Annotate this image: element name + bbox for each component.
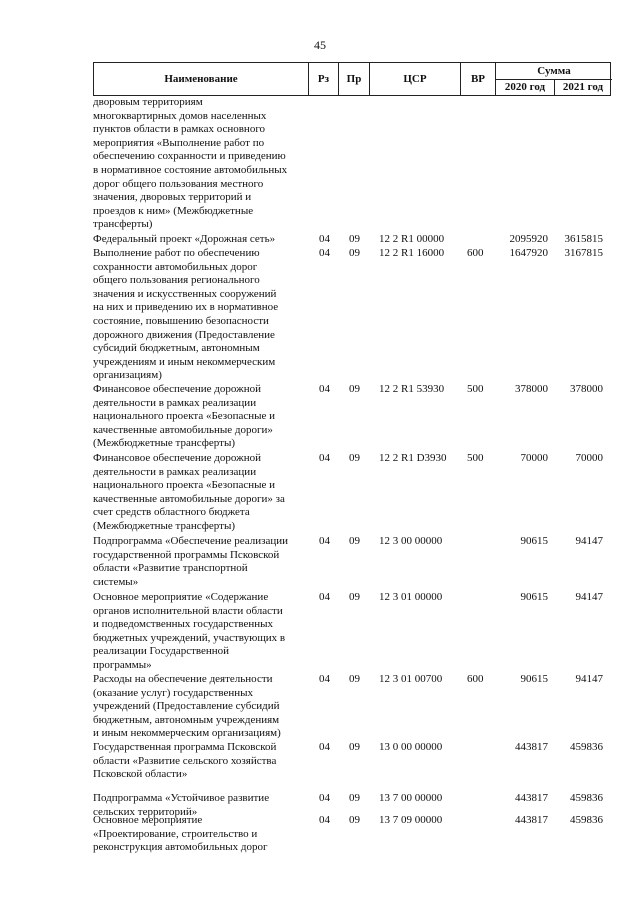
row-rz: 04 [319, 673, 330, 685]
row-name-line: на них и приведению их в нормативное [93, 301, 279, 314]
row-name-line: области «Развитие сельского хозяйства [93, 754, 277, 767]
header-year-2020: 2020 год [496, 79, 555, 95]
row-pr: 09 [349, 383, 360, 395]
row-vr: 600 [467, 247, 484, 259]
row-sum-2021: 94147 [575, 591, 603, 603]
row-name-line: дорожного движения (Предоставление [93, 328, 275, 341]
row-pr: 09 [349, 535, 360, 547]
row-name-line: деятельности в рамках реализации [93, 465, 257, 478]
row-name-line: Основное мероприятие «Содержание [93, 591, 269, 603]
row-name [93, 535, 305, 589]
row-name-line: трансферты) [93, 218, 153, 231]
row-name-line: Псковской области» [93, 768, 188, 781]
row-name-line: счет средств областного бюджета [93, 506, 250, 519]
row-name-line: значения, дворовых территорий и [93, 191, 252, 204]
row-rz: 04 [319, 741, 330, 753]
row-pr: 09 [349, 673, 360, 685]
row-sum-2020: 90615 [520, 591, 548, 603]
row-sum-2021: 94147 [575, 535, 603, 547]
row-sum-2020: 1647920 [509, 247, 548, 259]
row-name-line: реализации Государственной [93, 645, 230, 658]
row-vr: 500 [467, 452, 484, 464]
header-vr: ВР [460, 63, 495, 95]
row-csr: 12 3 00 00000 [379, 535, 443, 547]
row-name-line: (Межбюджетные трансферты) [93, 519, 235, 532]
row-name-line: обеспечению сохранности и приведению [93, 150, 286, 163]
row-name-line: в нормативное состояние автомобильных [93, 163, 288, 176]
row-name-line: организациям) [93, 369, 162, 382]
header-sum-title: Сумма [496, 63, 612, 80]
row-csr: 13 7 00 00000 [379, 792, 443, 804]
row-rz: 04 [319, 383, 330, 395]
row-rz: 04 [319, 792, 330, 804]
row-pr: 09 [349, 452, 360, 464]
row-pr: 09 [349, 233, 360, 245]
row-name-line: мероприятия «Выполнение работ по [93, 136, 265, 149]
row-name-line: Подпрограмма «Обеспечение реализации [93, 535, 288, 547]
row-name [93, 452, 305, 534]
row-name-line: бюджетным, автономным учреждениям [93, 713, 280, 726]
row-csr: 12 2 R1 16000 [379, 247, 445, 259]
row-name-line: бюджетных учреждений, участвующих в [93, 631, 286, 644]
row-pr: 09 [349, 814, 360, 826]
row-name-line: сельских территорий» [93, 805, 198, 818]
row-name [93, 247, 305, 383]
row-sum-2021: 459836 [570, 814, 603, 826]
row-name [93, 96, 305, 232]
table-header [93, 62, 611, 96]
row-name-line: качественные автомобильные дороги» [93, 423, 273, 436]
header-pr: Пр [338, 63, 369, 95]
row-name-line: Финансовое обеспечение дорожной [93, 452, 262, 464]
row-csr: 12 2 R1 D3930 [379, 452, 447, 464]
row-sum-2021: 459836 [570, 741, 603, 753]
row-name-line: дворовым территориям [93, 96, 203, 108]
row-rz: 04 [319, 452, 330, 464]
row-rz: 04 [319, 814, 330, 826]
row-vr: 500 [467, 383, 484, 395]
row-name-line: Федеральный проект «Дорожная сеть» [93, 233, 276, 245]
row-name-line: дорог общего пользования местного [93, 177, 264, 190]
row-name-line: программы» [93, 658, 152, 671]
row-name-line: пунктов области в рамках основного [93, 123, 266, 136]
header-name: Наименование [164, 73, 238, 85]
row-sum-2021: 3167815 [564, 247, 603, 259]
row-sum-2020: 90615 [520, 673, 548, 685]
row-name [93, 591, 305, 673]
row-name-line: системы» [93, 575, 139, 588]
row-vr: 600 [467, 673, 484, 685]
row-rz: 04 [319, 591, 330, 603]
row-pr: 09 [349, 591, 360, 603]
header-csr: ЦСР [369, 63, 460, 95]
row-csr: 12 3 01 00000 [379, 591, 443, 603]
row-name [93, 673, 305, 741]
row-sum-2021: 459836 [570, 792, 603, 804]
row-sum-2021: 94147 [575, 673, 603, 685]
row-csr: 12 2 R1 53930 [379, 383, 445, 395]
row-name-line: качественные автомобильные дороги» за [93, 492, 285, 505]
row-sum-2021: 3615815 [564, 233, 603, 245]
row-name-line: (Межбюджетные трансферты) [93, 437, 235, 450]
row-sum-2020: 443817 [515, 792, 548, 804]
row-pr: 09 [349, 792, 360, 804]
row-name-line: Выполнение работ по обеспечению [93, 247, 260, 259]
row-name-line: (оказание услуг) государственных [93, 686, 254, 699]
header-rz: Рз [308, 63, 338, 95]
row-csr: 12 3 01 00700 [379, 673, 443, 685]
page-number: 45 [314, 38, 326, 52]
row-sum-2020: 90615 [520, 535, 548, 547]
row-name-line: субсидий бюджетным, автономным [93, 342, 260, 355]
row-name-line: Расходы на обеспечение деятельности [93, 673, 273, 685]
row-sum-2020: 378000 [515, 383, 548, 395]
row-sum-2021: 70000 [575, 452, 603, 464]
row-rz: 04 [319, 535, 330, 547]
row-name-line: «Проектирование, строительство и [93, 827, 258, 840]
row-name-line: общего пользования регионального [93, 274, 260, 287]
row-name-line: государственной программы Псковской [93, 548, 280, 561]
row-name-line: состояние, повышению безопасности [93, 314, 269, 327]
row-csr: 12 2 R1 00000 [379, 233, 445, 245]
row-pr: 09 [349, 741, 360, 753]
row-sum-2021: 378000 [570, 383, 603, 395]
row-name-line: реконструкция автомобильных дорог [93, 841, 268, 854]
row-pr: 09 [349, 247, 360, 259]
row-sum-2020: 443817 [515, 741, 548, 753]
row-name-line: Основное мероприятие [93, 814, 203, 826]
row-name-line: Подпрограмма «Устойчивое развитие [93, 792, 270, 804]
row-name-line: проездов к ним» (Межбюджетные [93, 204, 254, 217]
row-name-line: органов исполнительной власти области [93, 604, 283, 617]
row-name-line: Финансовое обеспечение дорожной [93, 383, 262, 395]
row-name-line: области «Развитие транспортной [93, 562, 248, 575]
row-name-line: деятельности в рамках реализации [93, 396, 257, 409]
row-name-line: сохранности автомобильных дорог [93, 260, 258, 273]
row-sum-2020: 70000 [520, 452, 548, 464]
row-rz: 04 [319, 233, 330, 245]
row-csr: 13 7 09 00000 [379, 814, 443, 826]
row-name-line: национального проекта «Безопасные и [93, 410, 276, 423]
row-name-line: Государственная программа Псковской [93, 741, 277, 753]
row-name-line: национального проекта «Безопасные и [93, 479, 276, 492]
header-year-2021: 2021 год [562, 81, 604, 93]
row-name [93, 814, 305, 855]
row-name [93, 383, 305, 451]
header-sum [495, 63, 612, 95]
row-name [93, 741, 305, 782]
row-name-line: учреждениям и иным некоммерческим [93, 355, 276, 368]
row-name-line: и иным некоммерческим организациям) [93, 727, 281, 740]
row-name-line: учреждений (Предоставление субсидий [93, 700, 280, 713]
row-name [93, 233, 305, 247]
row-sum-2020: 2095920 [509, 233, 548, 245]
row-csr: 13 0 00 00000 [379, 741, 443, 753]
row-rz: 04 [319, 247, 330, 259]
row-sum-2020: 443817 [515, 814, 548, 826]
row-name-line: и подведомственных государственных [93, 618, 274, 631]
row-name-line: значения и искусственных сооружений [93, 287, 277, 300]
row-name-line: многоквартирных домов населенных [93, 109, 267, 122]
